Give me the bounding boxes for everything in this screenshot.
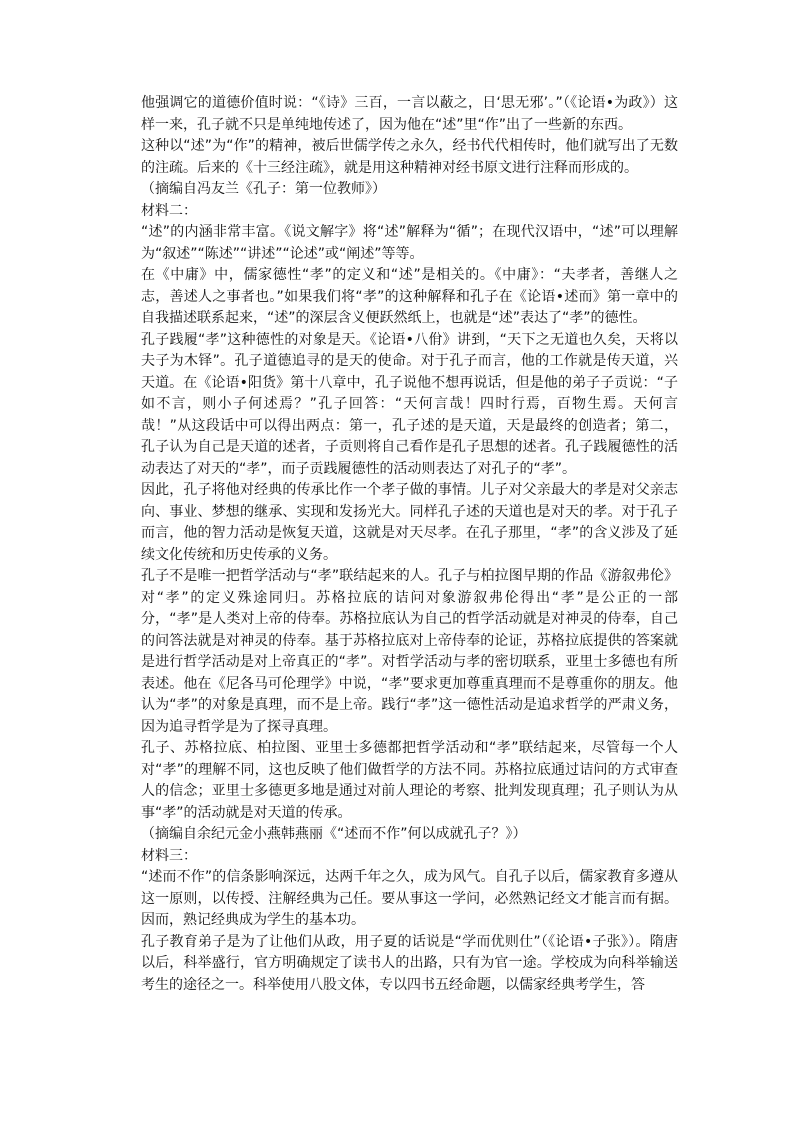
material-two-heading: 材料二：: [141, 202, 197, 219]
paragraph-classics-as-filial-duty: 因此，孔子将他对经典的传承比作一个孝子做的事情。儿子对父亲最大的孝是对父亲志向、事业、梦想的继承、实现和发扬光大。同样孔子述的天道也是对天的孝。对于孔子而言，他的智力活动是恢复天道，这就是对天尽孝。在孔子那里，“孝”的含义涉及了延续文化传统和历史传承的义务。: [141, 482, 678, 563]
paragraph-influence-of-principle: “述而不作”的信条影响深远，达两千年之久，成为风气。自孔子以后，儒家教育多遵从这一原则，以传授、注解经典为己任。要从事这一学问，必然熟记经文才能言而有据。因而，熟记经典成为学生的基本功。: [141, 869, 678, 928]
source-citation-feng-youlan: （摘编自冯友兰《孔子：第一位教师》）: [141, 181, 386, 197]
paragraph-meaning-of-shu: “述”的内涵非常丰富。《说文解字》将“述”解释为“循”；在现代汉语中，“述”可以理解为“叙述”“陈述”“讲述”“论述”或“阐述”等等。: [141, 224, 678, 262]
paragraph-imperial-examination: 孔子教育弟子是为了让他们从政，用子夏的话说是“学而优则仕”（《论语•子张》）。隋唐以后，科举盛行，官方明确规定了读书人的出路，只有为官一途。学校成为向科举输送考生的途径之一。科举使用八股文体，专以四书五经命题，以儒家经典考学生，答: [141, 933, 678, 993]
paragraph-zhongyong-filial-piety: 在《中庸》中，儒家德性“孝”的定义和“述”是相关的。《中庸》：“夫孝者，善继人之志，善述人之事者也。”如果我们将“孝”的这种解释和孔子在《论语•述而》第一章中的自我描述联系起来，“述”的深层含义便跃然纸上，也就是“述”表达了“孝”的德性。: [141, 267, 678, 326]
paragraph-comparison-summary: 孔子、苏格拉底、柏拉图、亚里士多德都把哲学活动和“孝”联结起来，尽管每一个人对“孝”的理解不同，这也反映了他们做哲学的方法不同。苏格拉底通过诘问的方式审查人的信念；亚里士多德更多地是通过对前人理论的考察、批判发现真理；孔子则认为从事“孝”的活动就是对天道的传承。: [141, 740, 678, 821]
paragraph-greek-philosophers: 孔子不是唯一把哲学活动与“孝”联结起来的人。孔子与柏拉图早期的作品《游叙弗伦》对“孝”的定义殊途同归。苏格拉底的诘问对象游叙弗伦得出“孝”是公正的一部分，“孝”是人类对上帝的侍奉。苏格拉底认为自己的哲学活动就是对神灵的侍奉，自己的问答法就是对神灵的侍奉。基于苏格拉底对上帝侍奉的论证，苏格拉底提供的答案就是进行哲学活动是对上帝真正的“孝”。对哲学活动与孝的密切联系，亚里士多德也有所表述。他在《尼各马可伦理学》中说，“孝”要求更加尊重真理而不是尊重你的朋友。他认为“孝”的对象是真理，而不是上帝。践行“孝”这一德性活动是追求哲学的严肃义务，因为追寻哲学是为了探寻真理。: [141, 568, 678, 735]
paragraph-confucius-transmission-ethics: 他强调它的道德价值时说：“《诗》三百，一言以蔽之，日‘思无邪’。”（《论语•为政》）这样一来，孔子就不只是单纯地传述了，因为他在“述”里“作”出了一些新的东西。: [141, 95, 678, 133]
source-citation-yu-jiyuan: （摘编自余纪元金小燕韩燕丽《“述而不作”何以成就孔子？》）: [141, 826, 527, 842]
material-three-heading: 材料三：: [141, 847, 197, 864]
paragraph-later-confucian-commentaries: 这种以“述”为“作”的精神，被后世儒学传之永久，经书代代相传时，他们就写出了无数的注疏。后来的《十三经注疏》，就是用这种精神对经书原文进行注释而形成的。: [141, 138, 678, 176]
paragraph-heaven-as-object: 孔子践履“孝”这种德性的对象是天。《论语•八佾》讲到，“天下之无道也久矣，天将以夫子为木铎”。孔子道德追寻的是天的使命。对于孔子而言，他的工作就是传天道，兴天道。在《论语•阳货》第十八章中，孔子说他不想再说话，但是他的弟子子贡说：“子如不言，则小子何述焉？”孔子回答：“天何言哉！四时行焉，百物生焉。天何言哉！”从这段话中可以得出两点：第一，孔子述的是天道，天是最终的创造者；第二，孔子认为自己是天道的述者，子贡则将自己看作是孔子思想的述者。孔子践履德性的活动表达了对天的“孝”，而子贡践履德性的活动则表达了对孔子的“孝”。: [141, 331, 678, 477]
document-page: [141, 93, 678, 996]
